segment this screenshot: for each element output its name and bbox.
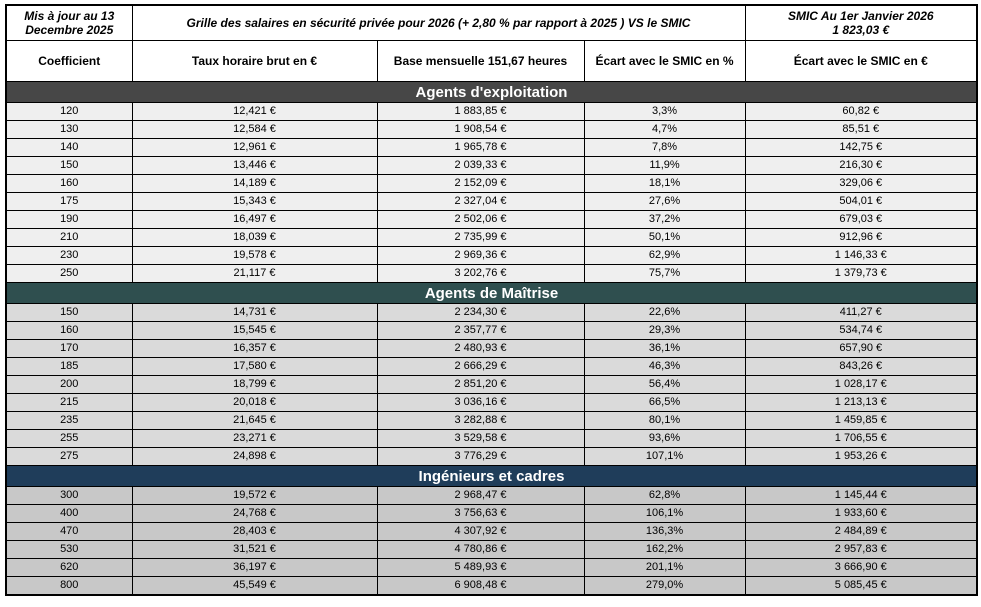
cell-gap-percent: 3,3% <box>584 103 745 121</box>
column-header-row <box>6 41 977 82</box>
cell-coefficient: 120 <box>6 103 132 121</box>
cell-coefficient: 160 <box>6 175 132 193</box>
table-row <box>6 322 977 340</box>
table-row <box>6 358 977 376</box>
cell-gap-euro: 534,74 € <box>745 322 977 340</box>
cell-coefficient: 160 <box>6 322 132 340</box>
section-title: Ingénieurs et cadres <box>6 466 977 487</box>
cell-gap-euro: 3 666,90 € <box>745 559 977 577</box>
cell-hourly-rate: 24,768 € <box>132 505 377 523</box>
cell-hourly-rate: 13,446 € <box>132 157 377 175</box>
cell-monthly-base: 2 735,99 € <box>377 229 584 247</box>
cell-monthly-base: 6 908,48 € <box>377 577 584 596</box>
cell-gap-percent: 7,8% <box>584 139 745 157</box>
table-row <box>6 304 977 322</box>
table-row <box>6 559 977 577</box>
cell-coefficient: 150 <box>6 157 132 175</box>
column-header-gap-percent: Écart avec le SMIC en % <box>584 41 745 82</box>
cell-monthly-base: 2 968,47 € <box>377 487 584 505</box>
cell-gap-percent: 46,3% <box>584 358 745 376</box>
cell-hourly-rate: 21,117 € <box>132 265 377 283</box>
table-row <box>6 541 977 559</box>
table-row <box>6 394 977 412</box>
cell-hourly-rate: 12,961 € <box>132 139 377 157</box>
cell-gap-euro: 657,90 € <box>745 340 977 358</box>
cell-gap-euro: 1 459,85 € <box>745 412 977 430</box>
cell-monthly-base: 2 480,93 € <box>377 340 584 358</box>
cell-monthly-base: 2 502,06 € <box>377 211 584 229</box>
cell-gap-percent: 37,2% <box>584 211 745 229</box>
cell-monthly-base: 1 883,85 € <box>377 103 584 121</box>
smic-box <box>745 5 977 41</box>
cell-coefficient: 190 <box>6 211 132 229</box>
cell-gap-euro: 843,26 € <box>745 358 977 376</box>
table-title: Grille des salaires en sécurité privée pour 2026 (+ 2,80 % par rapport à 2025 ) VS le SMIC <box>132 5 745 41</box>
section-group <box>6 82 977 283</box>
cell-hourly-rate: 14,189 € <box>132 175 377 193</box>
cell-gap-euro: 329,06 € <box>745 175 977 193</box>
cell-coefficient: 210 <box>6 229 132 247</box>
cell-hourly-rate: 19,572 € <box>132 487 377 505</box>
table-row <box>6 577 977 596</box>
cell-gap-euro: 60,82 € <box>745 103 977 121</box>
section-header-row <box>6 283 977 304</box>
cell-gap-euro: 1 706,55 € <box>745 430 977 448</box>
cell-gap-euro: 504,01 € <box>745 193 977 211</box>
table-row <box>6 340 977 358</box>
cell-hourly-rate: 12,421 € <box>132 103 377 121</box>
cell-gap-euro: 1 146,33 € <box>745 247 977 265</box>
cell-coefficient: 200 <box>6 376 132 394</box>
cell-gap-euro: 85,51 € <box>745 121 977 139</box>
cell-hourly-rate: 18,799 € <box>132 376 377 394</box>
cell-gap-percent: 22,6% <box>584 304 745 322</box>
cell-hourly-rate: 45,549 € <box>132 577 377 596</box>
cell-monthly-base: 1 965,78 € <box>377 139 584 157</box>
cell-gap-percent: 62,9% <box>584 247 745 265</box>
cell-gap-percent: 136,3% <box>584 523 745 541</box>
cell-gap-euro: 2 957,83 € <box>745 541 977 559</box>
cell-gap-percent: 162,2% <box>584 541 745 559</box>
table-row <box>6 430 977 448</box>
salary-grid-table <box>5 4 978 596</box>
cell-monthly-base: 2 969,36 € <box>377 247 584 265</box>
cell-hourly-rate: 15,545 € <box>132 322 377 340</box>
cell-gap-percent: 107,1% <box>584 448 745 466</box>
cell-monthly-base: 5 489,93 € <box>377 559 584 577</box>
cell-gap-euro: 1 953,26 € <box>745 448 977 466</box>
cell-monthly-base: 3 776,29 € <box>377 448 584 466</box>
cell-gap-euro: 1 933,60 € <box>745 505 977 523</box>
cell-monthly-base: 4 307,92 € <box>377 523 584 541</box>
table-row <box>6 139 977 157</box>
cell-coefficient: 140 <box>6 139 132 157</box>
smic-label: SMIC Au 1er Janvier 2026 <box>787 9 934 23</box>
cell-gap-percent: 279,0% <box>584 577 745 596</box>
cell-coefficient: 800 <box>6 577 132 596</box>
cell-monthly-base: 2 234,30 € <box>377 304 584 322</box>
cell-hourly-rate: 28,403 € <box>132 523 377 541</box>
table-row <box>6 412 977 430</box>
cell-coefficient: 620 <box>6 559 132 577</box>
cell-hourly-rate: 19,578 € <box>132 247 377 265</box>
cell-gap-percent: 93,6% <box>584 430 745 448</box>
cell-monthly-base: 2 357,77 € <box>377 322 584 340</box>
table-row <box>6 505 977 523</box>
cell-gap-percent: 66,5% <box>584 394 745 412</box>
table-row <box>6 229 977 247</box>
cell-gap-euro: 679,03 € <box>745 211 977 229</box>
header-row-top <box>6 5 977 41</box>
cell-coefficient: 130 <box>6 121 132 139</box>
cell-hourly-rate: 18,039 € <box>132 229 377 247</box>
cell-monthly-base: 2 152,09 € <box>377 175 584 193</box>
cell-coefficient: 230 <box>6 247 132 265</box>
cell-coefficient: 185 <box>6 358 132 376</box>
table-row <box>6 121 977 139</box>
table-row <box>6 247 977 265</box>
section-header-row <box>6 466 977 487</box>
cell-monthly-base: 2 039,33 € <box>377 157 584 175</box>
cell-monthly-base: 3 756,63 € <box>377 505 584 523</box>
column-header-gap-euro: Écart avec le SMIC en € <box>745 41 977 82</box>
cell-monthly-base: 4 780,86 € <box>377 541 584 559</box>
cell-gap-percent: 106,1% <box>584 505 745 523</box>
column-header-coefficient: Coefficient <box>6 41 132 82</box>
section-title: Agents de Maîtrise <box>6 283 977 304</box>
table-row <box>6 157 977 175</box>
cell-gap-euro: 1 145,44 € <box>745 487 977 505</box>
cell-gap-percent: 36,1% <box>584 340 745 358</box>
cell-coefficient: 175 <box>6 193 132 211</box>
cell-gap-euro: 912,96 € <box>745 229 977 247</box>
cell-gap-percent: 29,3% <box>584 322 745 340</box>
cell-coefficient: 250 <box>6 265 132 283</box>
cell-monthly-base: 3 529,58 € <box>377 430 584 448</box>
cell-gap-euro: 1 028,17 € <box>745 376 977 394</box>
cell-hourly-rate: 16,357 € <box>132 340 377 358</box>
table-row <box>6 448 977 466</box>
cell-coefficient: 235 <box>6 412 132 430</box>
table-row <box>6 523 977 541</box>
cell-gap-percent: 18,1% <box>584 175 745 193</box>
cell-gap-euro: 411,27 € <box>745 304 977 322</box>
cell-monthly-base: 2 327,04 € <box>377 193 584 211</box>
cell-gap-euro: 5 085,45 € <box>745 577 977 596</box>
smic-value: 1 823,03 € <box>832 23 890 37</box>
cell-coefficient: 470 <box>6 523 132 541</box>
cell-hourly-rate: 14,731 € <box>132 304 377 322</box>
cell-hourly-rate: 16,497 € <box>132 211 377 229</box>
section-group <box>6 283 977 466</box>
cell-monthly-base: 1 908,54 € <box>377 121 584 139</box>
cell-gap-percent: 56,4% <box>584 376 745 394</box>
cell-gap-percent: 80,1% <box>584 412 745 430</box>
column-header-monthly-base: Base mensuelle 151,67 heures <box>377 41 584 82</box>
cell-gap-euro: 216,30 € <box>745 157 977 175</box>
cell-gap-percent: 11,9% <box>584 157 745 175</box>
table-row <box>6 265 977 283</box>
cell-hourly-rate: 12,584 € <box>132 121 377 139</box>
cell-gap-euro: 1 213,13 € <box>745 394 977 412</box>
cell-coefficient: 300 <box>6 487 132 505</box>
cell-monthly-base: 3 036,16 € <box>377 394 584 412</box>
cell-gap-percent: 75,7% <box>584 265 745 283</box>
section-group <box>6 466 977 596</box>
cell-hourly-rate: 20,018 € <box>132 394 377 412</box>
cell-gap-percent: 27,6% <box>584 193 745 211</box>
cell-coefficient: 255 <box>6 430 132 448</box>
cell-hourly-rate: 15,343 € <box>132 193 377 211</box>
cell-coefficient: 215 <box>6 394 132 412</box>
cell-monthly-base: 3 282,88 € <box>377 412 584 430</box>
cell-gap-euro: 2 484,89 € <box>745 523 977 541</box>
cell-coefficient: 150 <box>6 304 132 322</box>
cell-hourly-rate: 17,580 € <box>132 358 377 376</box>
cell-coefficient: 400 <box>6 505 132 523</box>
section-title: Agents d'exploitation <box>6 82 977 103</box>
cell-monthly-base: 3 202,76 € <box>377 265 584 283</box>
cell-gap-percent: 62,8% <box>584 487 745 505</box>
table-row <box>6 376 977 394</box>
table-row <box>6 487 977 505</box>
cell-hourly-rate: 24,898 € <box>132 448 377 466</box>
cell-hourly-rate: 36,197 € <box>132 559 377 577</box>
cell-hourly-rate: 23,271 € <box>132 430 377 448</box>
cell-gap-euro: 142,75 € <box>745 139 977 157</box>
table-row <box>6 193 977 211</box>
cell-coefficient: 170 <box>6 340 132 358</box>
cell-gap-percent: 50,1% <box>584 229 745 247</box>
cell-coefficient: 275 <box>6 448 132 466</box>
cell-gap-euro: 1 379,73 € <box>745 265 977 283</box>
cell-monthly-base: 2 851,20 € <box>377 376 584 394</box>
cell-hourly-rate: 31,521 € <box>132 541 377 559</box>
update-note: Mis à jour au 13 Decembre 2025 <box>6 5 132 41</box>
cell-hourly-rate: 21,645 € <box>132 412 377 430</box>
cell-monthly-base: 2 666,29 € <box>377 358 584 376</box>
table-row <box>6 211 977 229</box>
cell-coefficient: 530 <box>6 541 132 559</box>
cell-gap-percent: 201,1% <box>584 559 745 577</box>
cell-gap-percent: 4,7% <box>584 121 745 139</box>
section-header-row <box>6 82 977 103</box>
table-row <box>6 103 977 121</box>
column-header-hourly-rate: Taux horaire brut en € <box>132 41 377 82</box>
table-row <box>6 175 977 193</box>
